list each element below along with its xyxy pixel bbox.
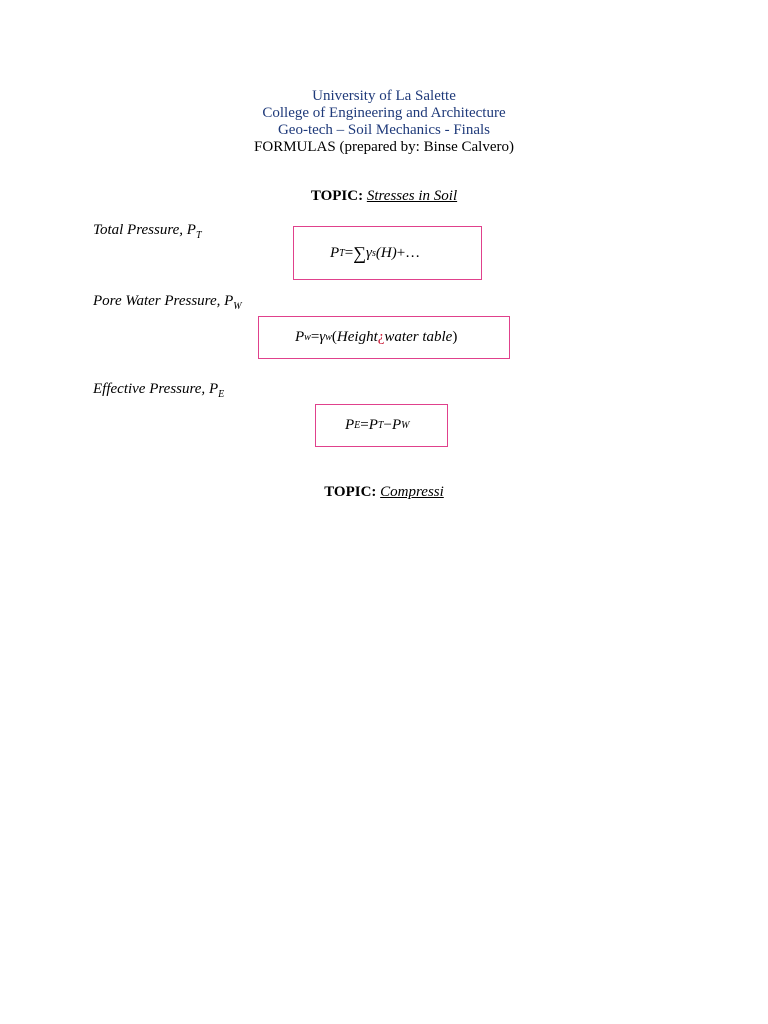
inverted-question-mark: ¿: [377, 329, 385, 345]
course-title: Geo-tech – Soil Mechanics - Finals: [277, 122, 491, 138]
summation-symbol: ∑: [353, 242, 367, 263]
topic-heading-stresses: [0, 188, 768, 205]
effective-pressure-formula-box: P E = P T − P W: [315, 404, 448, 447]
topic-prefix: TOPIC:: [310, 188, 364, 204]
pore-water-pressure-formula-box: P w = γ w ( Height ¿ water table ): [258, 316, 510, 359]
university-name: University of La Salette: [312, 88, 456, 104]
college-name: College of Engineering and Architecture: [262, 105, 506, 121]
total-pressure-formula-box: P T = ∑ γ s (H) +…: [293, 226, 482, 280]
effective-pressure-label: Effective Pressure, $P_E$: [93, 381, 225, 400]
topic-prefix: TOPIC:: [324, 484, 377, 500]
formulas-heading: FORMULAS (prepared by: Binse Calvero): [254, 139, 514, 155]
total-pressure-label: Total Pressure, $P_T$: [93, 222, 202, 241]
document-header: [0, 88, 768, 156]
topic-heading-compression: [0, 484, 768, 501]
topic-name: Compressi: [380, 484, 444, 500]
pore-water-pressure-label: Pore Water Pressure, $P_W$: [93, 293, 242, 312]
topic-name: Stresses in Soil: [366, 188, 458, 204]
